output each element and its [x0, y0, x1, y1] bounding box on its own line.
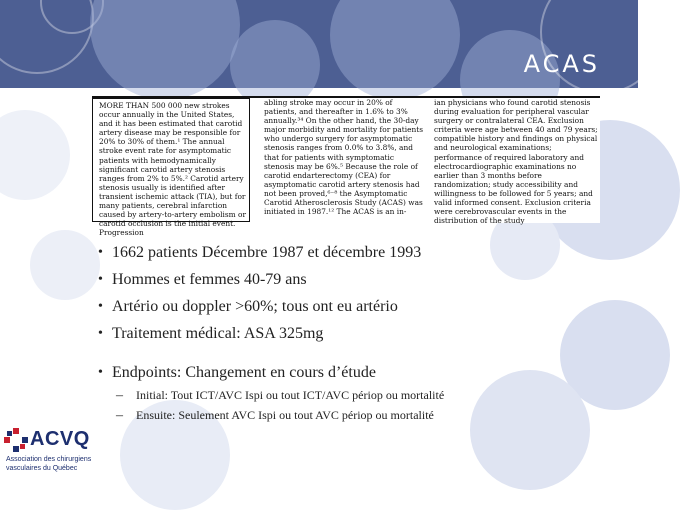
excerpt-column-2: abling stroke may occur in 20% of patients, and thereafter in 1.6% to 3% annually.³⁴ On the other hand, the 30-day major morbidity and mortality for patients who undergo surgery for asymptomatic stenosis ranges from 0.0% to 3.8%, and that for patients with symptomatic stenosis may be 6%.⁵ Because the role of carotid endarterectomy (CEA) for asymptomatic carotid artery stenosis had not been proved,⁶⁻⁸ the Asymptomatic Carotid Atherosclerosis Study (ACAS) was initiated in 1987.¹² The ACAS is an in-	[264, 98, 423, 217]
sub-bullet-list	[112, 387, 612, 424]
bullet-item-endpoints	[112, 362, 612, 424]
slide-header	[0, 0, 638, 88]
article-excerpt	[92, 96, 600, 238]
bullet-item: • Traitement médical: ASA 325mg	[112, 323, 612, 344]
logo-line-1: Association des chirurgiens	[6, 456, 92, 463]
sub-bullet-item: – Ensuite: Seulement AVC Ispi ou tout AVC périop ou mortalité	[112, 407, 612, 424]
logo-line-2: vasculaires du Québec	[6, 465, 78, 472]
sub-bullet-item: – Initial: Tout ICT/AVC Ispi ou tout ICT/AVC périop ou mortalité	[112, 387, 612, 404]
bullet-item: • Artério ou doppler >60%; tous ont eu artério	[112, 296, 612, 317]
slide-title: ACAS	[523, 50, 600, 78]
decor-circle	[0, 110, 70, 200]
logo-name: ACVQ	[30, 428, 90, 450]
acvq-logo-mark-icon	[4, 428, 28, 452]
bullet-item: • 1662 patients Décembre 1987 et décembre 1993	[112, 242, 612, 263]
excerpt-column-1: MORE THAN 500 000 new strokes occur annually in the United States, and it has been estimated that carotid artery disease may be responsible for 20% to 30% of them.¹ The annual stroke event rate for asymptomatic patients with hemodynamically significant carotid artery stenosis ranges from 2% to 5%.² Carotid artery stenosis usually is identified after transient ischemic attack (TIA), but for many patients, cerebral infarction caused by artery-to-artery embolism or carotid occlusion is the initial event. Progression	[92, 98, 250, 222]
decor-circle	[30, 230, 100, 300]
bullet-list	[112, 242, 612, 430]
excerpt-column-3: ian physicians who found carotid stenosis during evaluation for peripheral vascular surgery or contralateral CEA. Exclusion criteria were age between 40 and 79 years; compatible history and findings on physical and neurological examinations; performance of required laboratory and electrocardiographic examinations no earlier than 3 months before randomization; study accessibility and willingness to be followed for 5 years; and valid informed consent. Exclusion criteria were cerebrovascular events in the distribution of the study	[434, 98, 598, 226]
acvq-logo	[4, 426, 94, 478]
endpoints-label: Endpoints: Changement en cours d’étude	[112, 364, 376, 381]
bullet-item: • Hommes et femmes 40-79 ans	[112, 269, 612, 290]
